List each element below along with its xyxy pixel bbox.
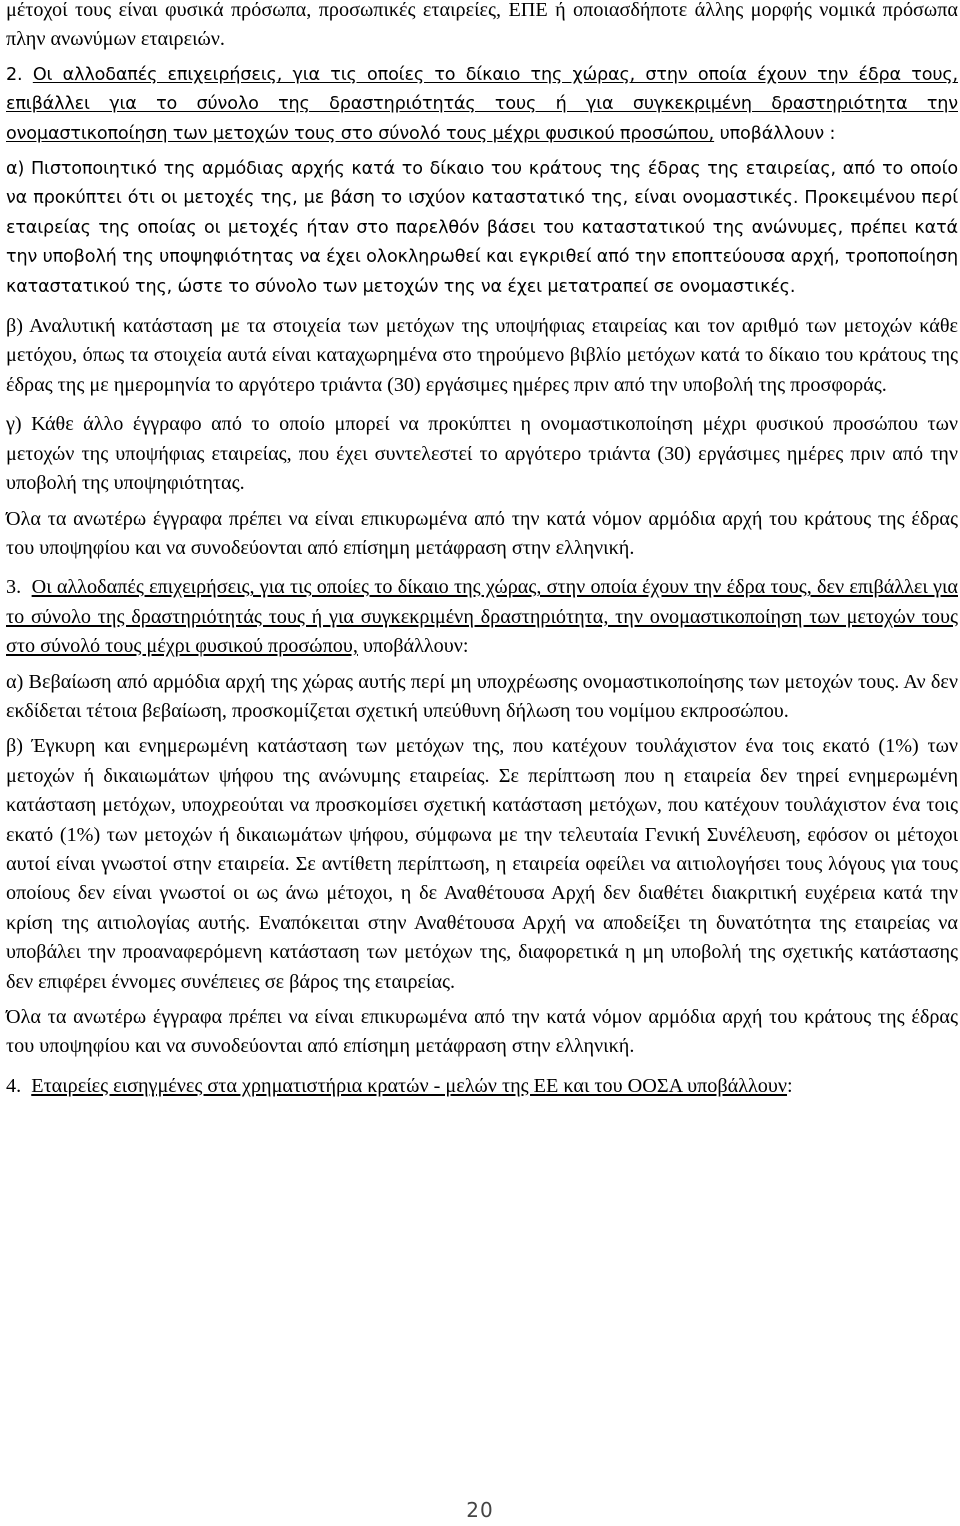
- item-4-rest-text: :: [787, 1074, 793, 1097]
- item-2-rest-text: υποβάλλουν :: [714, 123, 836, 144]
- item-2-heading: [6, 61, 958, 149]
- item-2-clause-c: γ) Κάθε άλλο έγγραφο από το οποίο μπορεί να προκύπτει η ονομαστικοποίηση μέχρι φυσικού προσώπου των μετοχών της υποψήφιας εταιρείας, που έχει συντελεστεί το αργότερο τριάντα (30) εργάσιμες ημέρες πριν από την υποβολή της υποψηφιότητας.: [6, 413, 958, 495]
- item-2-clause-b: β) Αναλυτική κατάσταση με τα στοιχεία των μετόχων της υποψήφιας εταιρείας και τον αριθμό των μετοχών κάθε μετόχου, όπως τα στοιχεία αυτά είναι καταχωρημένα στο τηρούμενο βιβλίο μετόχων κατά το δίκαιο του κράτους της έδρας της με ημερομηνία το αργότερο τριάντα (30) εργάσιμες ημέρες πριν από την υποβολή της προσφοράς.: [6, 315, 958, 396]
- item-2-clause-a: α) Πιστοποιητικό της αρμόδιας αρχής κατά το δίκαιο του κράτους της έδρας της εταιρείας, από το οποίο να προκύπτει ότι οι μετοχές της, με βάση το ισχύον καταστατικό της, είναι ονομαστικές. Προκειμένου περί εταιρείας της οποίας οι μετοχές ήταν στο παρελθόν βάσει του καταστατικού της ανώνυμες, πρέπει κατά την υποβολή της υποψηφιότητας να έχει ολοκληρωθεί και εγκριθεί από την εποπτεύουσα αρχή, τροποποίηση καταστατικού της, ώστε το σύνολο των μετοχών της να έχει μετατραπεί σε ονομαστικές.: [6, 159, 958, 297]
- item-3-note: Όλα τα ανωτέρω έγγραφα πρέπει να είναι επικυρωμένα από την κατά νόμον αρμόδια αρχή του κράτους της έδρας του υποψηφίου και να συνοδεύονται από επίσημη μετάφραση στην ελληνική.: [6, 1006, 958, 1058]
- item-3-underlined-text: Οι αλλοδαπές επιχειρήσεις, για τις οποίες το δίκαιο της χώρας, στην οποία έχουν την έδρα τους, δεν επιβάλλει για το σύνολο της δραστηριότητάς τους ή για συγκεκριμένη δραστηριότητα, την ονομαστικοποίηση των μετοχών τους στο σύνολό τους μέχρι φυσικού προσώπου,: [6, 576, 958, 658]
- document-page: [6, 0, 958, 1101]
- item-4-heading: [6, 1072, 958, 1101]
- page-number: 20: [466, 1498, 494, 1522]
- item-2-number: 2.: [6, 64, 23, 85]
- item-4-underlined-text: Εταιρείες εισηγμένες στα χρηματιστήρια κρατών - μελών της ΕΕ και του ΟΟΣΑ υποβάλλουν: [31, 1074, 788, 1097]
- item-2-note: Όλα τα ανωτέρω έγγραφα πρέπει να είναι επικυρωμένα από την κατά νόμον αρμόδια αρχή του κράτους της έδρας του υποψηφίου και να συνοδεύονται από επίσημη μετάφραση στην ελληνική.: [6, 507, 958, 559]
- item-3-clause-b: β) Έγκυρη και ενημερωμένη κατάσταση των μετόχων της, που κατέχουν τουλάχιστον ένα τοις εκατό (1%) των μετοχών ή δικαιωμάτων ψήφου της ανώνυμης εταιρείας. Σε περίπτωση που η εταιρεία δεν τηρεί ενημερωμένη κατάσταση μετόχων, υποχρεούται να προσκομίσει σχετική κατάσταση μετόχων, που κατέχουν τουλάχιστον ένα τοις εκατό (1%) των μετοχών ή δικαιωμάτων ψήφου, σύμφωνα με την τελευταία Γενική Συνέλευση, εφόσον οι μέτοχοι αυτοί είναι γνωστοί στην εταιρεία. Σε αντίθετη περίπτωση, η εταιρεία οφείλει να αιτιολογήσει τους λόγους για τους οποίους δεν είναι γνωστοί οι ως άνω μέτοχοι, η δε Αναθέτουσα Αρχή δεν διαθέτει διακριτική ευχέρεια κατά την κρίση της αιτιολογίας αυτής. Εναπόκειται στην Αναθέτουσα Αρχή να αποδείξει τη δυνατότητα της εταιρείας να υποβάλει την προαναφερόμενη κατάσταση των μετόχων της, διαφορετικά η μη υποβολή της σχετικής κατάστασης δεν επιφέρει έννομες συνέπειες σε βάρος της εταιρείας.: [6, 735, 958, 993]
- item-3-clause-a: α) Βεβαίωση από αρμόδια αρχή της χώρας αυτής περί μη υποχρέωσης ονομαστικοποίησης των μετοχών τους. Αν δεν εκδίδεται τέτοια βεβαίωση, προσκομίζεται σχετική υπεύθυνη δήλωση του νομίμου εκπροσώπου.: [6, 670, 958, 722]
- item-2-underlined-text: Οι αλλοδαπές επιχειρήσεις, για τις οποίες το δίκαιο της χώρας, στην οποία έχουν την έδρα τους, επιβάλλει για το σύνολο της δραστηριότητάς τους ή για συγκεκριμένη δραστηριότητα την ονομαστικοποίηση των μετοχών τους στο σύνολό τους μέχρι φυσικού προσώπου,: [6, 64, 958, 144]
- intro-paragraph: μέτοχοί τους είναι φυσικά πρόσωπα, προσωπικές εταιρείες, ΕΠΕ ή οποιασδήποτε άλλης μορφής νομικά πρόσωπα πλην ανωνύμων εταιρειών.: [6, 0, 958, 51]
- item-4-number: 4.: [6, 1074, 22, 1097]
- item-3-heading: [6, 573, 958, 661]
- item-3-rest-text: υποβάλλουν:: [357, 635, 469, 658]
- item-3-number: 3.: [6, 576, 22, 599]
